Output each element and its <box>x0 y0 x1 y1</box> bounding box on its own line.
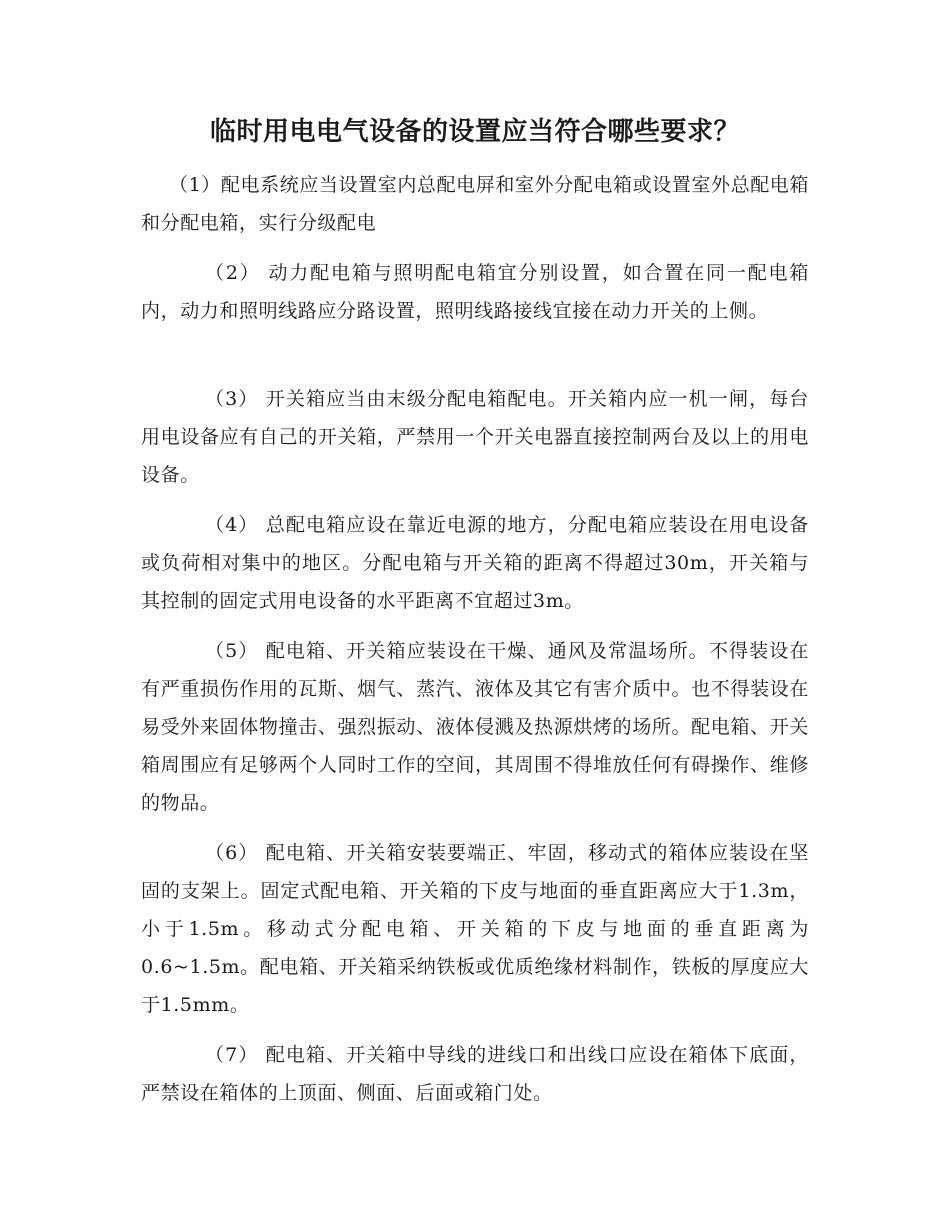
document-title: 临时用电电气设备的设置应当符合哪些要求？ <box>209 117 740 147</box>
paragraph-7: （7） 配电箱、开关箱中导线的进线口和出线口应设在箱体下底面，严禁设在箱体的上顶面、侧面、后面或箱门处。 <box>141 1044 809 1104</box>
paragraph-2: （2） 动力配电箱与照明配电箱宜分别设置，如合置在同一配电箱内，动力和照明线路应分路设置，照明线路接线宜接在动力开关的上侧。 <box>141 262 809 322</box>
paragraph-3: （3） 开关箱应当由末级分配电箱配电。开关箱内应一机一闸，每台用电设备应有自己的开关箱，严禁用一个开关电器直接控制两台及以上的用电设备。 <box>141 388 809 486</box>
paragraph-4: （4） 总配电箱应设在靠近电源的地方，分配电箱应装设在用电设备或负荷相对集中的地区。分配电箱与开关箱的距离不得超过30m，开关箱与其控制的固定式用电设备的水平距离不宜超过3m。 <box>141 514 809 612</box>
paragraph-6: （6） 配电箱、开关箱安装要端正、牢固，移动式的箱体应装设在坚固的支架上。固定式配电箱、开关箱的下皮与地面的垂直距离应大于1.3m，小于1.5m。移动式分配电箱、开关箱的下皮与地面的垂直距离为0.6~1.5m。配电箱、开关箱采纳铁板或优质绝缘材料制作，铁板的厚度应大于1.5mm。 <box>141 842 809 1016</box>
paragraph-1: （1）配电系统应当设置室内总配电屏和室外分配电箱或设置室外总配电箱和分配电箱，实行分级配电 <box>141 174 809 234</box>
paragraph-5: （5） 配电箱、开关箱应装设在干燥、通风及常温场所。不得装设在有严重损伤作用的瓦斯、烟气、蒸汽、液体及其它有害介质中。也不得装设在易受外来固体物撞击、强烈振动、液体侵溅及热源烘烤的场所。配电箱、开关箱周围应有足够两个人同时工作的空间，其周围不得堆放任何有碍操作、维修的物品。 <box>141 640 809 814</box>
